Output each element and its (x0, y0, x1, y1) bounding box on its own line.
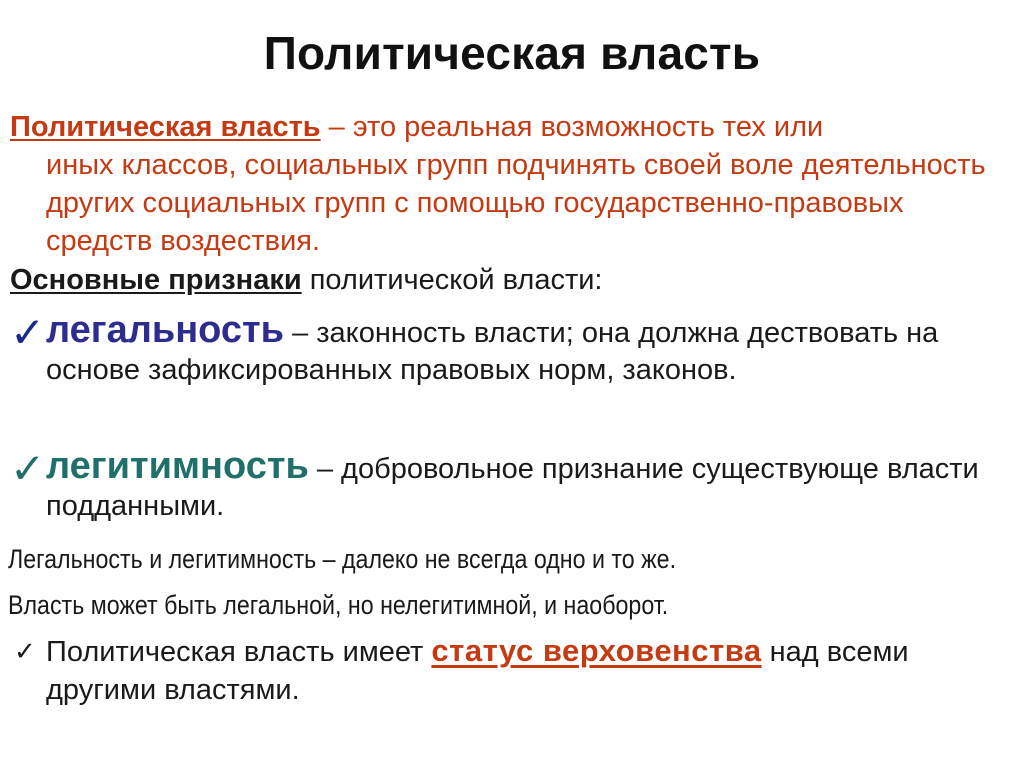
note-line: Власть может быть легальной, но нелегитимной, и наоборот. (8, 590, 669, 620)
definition-term: Политическая власть (10, 111, 321, 143)
feature-text: – добровольное признание существующе власти подданными. (46, 453, 979, 522)
features-head: Основные признаки (10, 264, 302, 296)
feature-text: – законность власти; она должна дествовать на основе зафиксированных правовых норм, законов. (46, 317, 939, 386)
feature-body (10, 445, 1000, 525)
definition-text-first: – это реальная возможность тех или (320, 111, 824, 143)
final-text-after: над всеми другими властями. (46, 636, 909, 706)
feature-body (10, 309, 1000, 389)
feature-item-legality (10, 309, 1000, 389)
final-statement (10, 632, 1000, 709)
slide-title: Политическая власть (263, 27, 761, 79)
checkmark-icon: ✓ (10, 309, 46, 356)
features-tail: политической власти: (301, 264, 603, 296)
final-text-before: Политическая власть имеет (46, 636, 432, 668)
feature-term: легитимность (46, 445, 309, 487)
status-highlight: статус верховенства (431, 633, 762, 668)
final-body (10, 632, 1000, 709)
definition-block (10, 108, 1000, 260)
note-line: Легальность и легитимность – далеко не всегда одно и то же. (8, 544, 677, 574)
feature-term: легальность (46, 309, 285, 351)
definition-text-rest: иных классов, социальных групп подчинять своей воле деятельность других социальных групп с помощью государственно-правовых средств воздествия. (46, 149, 986, 257)
features-heading (10, 262, 603, 298)
feature-item-legitimacy (10, 445, 1000, 525)
checkmark-icon: ✓ (10, 445, 46, 492)
checkmark-icon: ✓ (14, 636, 36, 666)
